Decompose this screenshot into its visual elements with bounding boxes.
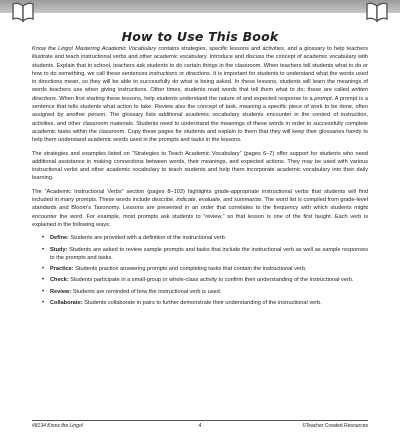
paragraph-text: , bbox=[195, 197, 199, 204]
step-text: Students practice answering prompts and completing tasks that contain the instructional verb. bbox=[73, 266, 307, 273]
paragraph-text: . When first starting these lessons, help students understand the nature of and expected response to a bbox=[55, 95, 315, 102]
step-text: Students participate in a small-group or whole-class activity to confirm their understanding of the instructional verb. bbox=[68, 277, 354, 284]
footer-book-id: #8134 Know the Lingo! bbox=[32, 423, 84, 429]
paragraph-text: . The word list is compiled from grade-level standards and Bloom’s Taxonomy. Lessons are presented in an order that correlates to the frequency with which students might encounter the word. For example, most prompts ask students to “review,” so that lesson is one of the first taught. Each verb is explained in the following ways: bbox=[32, 197, 369, 228]
emphasized-text: directions bbox=[185, 70, 210, 77]
list-item bbox=[42, 234, 368, 242]
list-item bbox=[42, 276, 368, 284]
emphasized-text: indicate bbox=[176, 197, 196, 204]
list-item bbox=[42, 299, 368, 307]
emphasized-text: written directions bbox=[32, 87, 368, 102]
list-item bbox=[42, 265, 368, 273]
lesson-steps-list bbox=[32, 234, 368, 307]
page-number: 4 bbox=[198, 423, 202, 429]
step-term: Check: bbox=[50, 277, 69, 284]
paragraph-text: The strategies and examples listed on “Strategies to Teach Academic Vocabulary” (pages 6–7) offer support for students who need additional assistance in making connections between words, their meanings, and expected actions. They may be used with various instructional verbs and other academic vocabulary to teach students and help them incorporate academic vocabulary into their daily learning. bbox=[32, 150, 368, 182]
paragraph-text: or bbox=[177, 70, 186, 77]
step-term: Define: bbox=[50, 235, 69, 242]
emphasized-text: evaluate bbox=[198, 197, 220, 204]
emphasized-text: describe bbox=[152, 197, 174, 204]
open-book-icon bbox=[10, 0, 36, 24]
body-text bbox=[32, 45, 368, 310]
step-term: Collaborate: bbox=[50, 300, 83, 307]
paragraph-text: . It is important for students to understand what the words used in directions mean, so they will be able to successfully do what is being asked. In these lessons, students will learn the meanings of words teachers use when giving instructions. Other times, students read words that tell them what to do; these are called bbox=[32, 70, 368, 94]
verbs-section-paragraph bbox=[32, 188, 368, 229]
footer-rule bbox=[32, 420, 368, 421]
emphasized-text: prompt bbox=[314, 95, 332, 102]
footer-copyright: ©Teacher Created Resources bbox=[302, 423, 368, 429]
step-term: Review: bbox=[50, 288, 72, 295]
list-item bbox=[42, 246, 368, 263]
paragraph-text: . A prompt is a sentence that tells students what action to take. Review also the concept of task, meaning a specific piece of work to be done, often assigned by another person. The glossary lists additional academic vocabulary students encounter in the context of instruction, activities, and other classroom materials. Students need to understand the meanings of these words in order to successfully complete academic tasks within the classroom. Copy these pages for students and explain to them that they will keep their glossaries handy to help them understand academic words used in the prompts and tasks in the lessons. bbox=[32, 95, 368, 144]
step-text: Students are asked to review sample prompts and tasks that include the instructional verb as well as sample responses to the prompts and tasks. bbox=[50, 246, 368, 261]
emphasized-text: instructions bbox=[149, 70, 178, 77]
paragraph-text: contains strategies, specific lessons and activities, and a glossary to help teachers illustrate and teach instructional verbs and other academic vocabulary. Introduce and discuss the concept of academic vocabulary with students. Explain that in school, teachers ask students to do certain things in the classroom. When teachers tell students what to do or how to do something, we call these sentences bbox=[32, 46, 368, 77]
paragraph-text: The “Academic Instructional Verbs” section (pages 8–103) highlights grade-appropriate instructional verbs that students will find included in many prompts. These words include bbox=[32, 188, 368, 204]
step-text: Students are reminded of how the instructional verb is used. bbox=[71, 288, 222, 295]
paragraph-text: , bbox=[173, 197, 177, 204]
open-book-icon bbox=[364, 0, 390, 24]
page-title: How to Use This Book bbox=[121, 29, 279, 44]
strategies-paragraph bbox=[32, 150, 368, 183]
step-text: Students collaborate in pairs to further demonstrate their understanding of the instructional verb. bbox=[82, 300, 322, 307]
emphasized-text: summarize bbox=[234, 197, 262, 204]
emphasized-text: Know the Lingo! Mastering Academic Vocabulary bbox=[32, 46, 157, 52]
step-term: Study: bbox=[50, 246, 68, 253]
paragraph-text: , and bbox=[219, 197, 235, 204]
list-item bbox=[42, 288, 368, 296]
step-text: Students are provided with a definition of the instructional verb. bbox=[68, 235, 227, 242]
header-band bbox=[0, 0, 400, 13]
intro-paragraph bbox=[32, 45, 368, 145]
step-term: Practice: bbox=[50, 266, 74, 273]
